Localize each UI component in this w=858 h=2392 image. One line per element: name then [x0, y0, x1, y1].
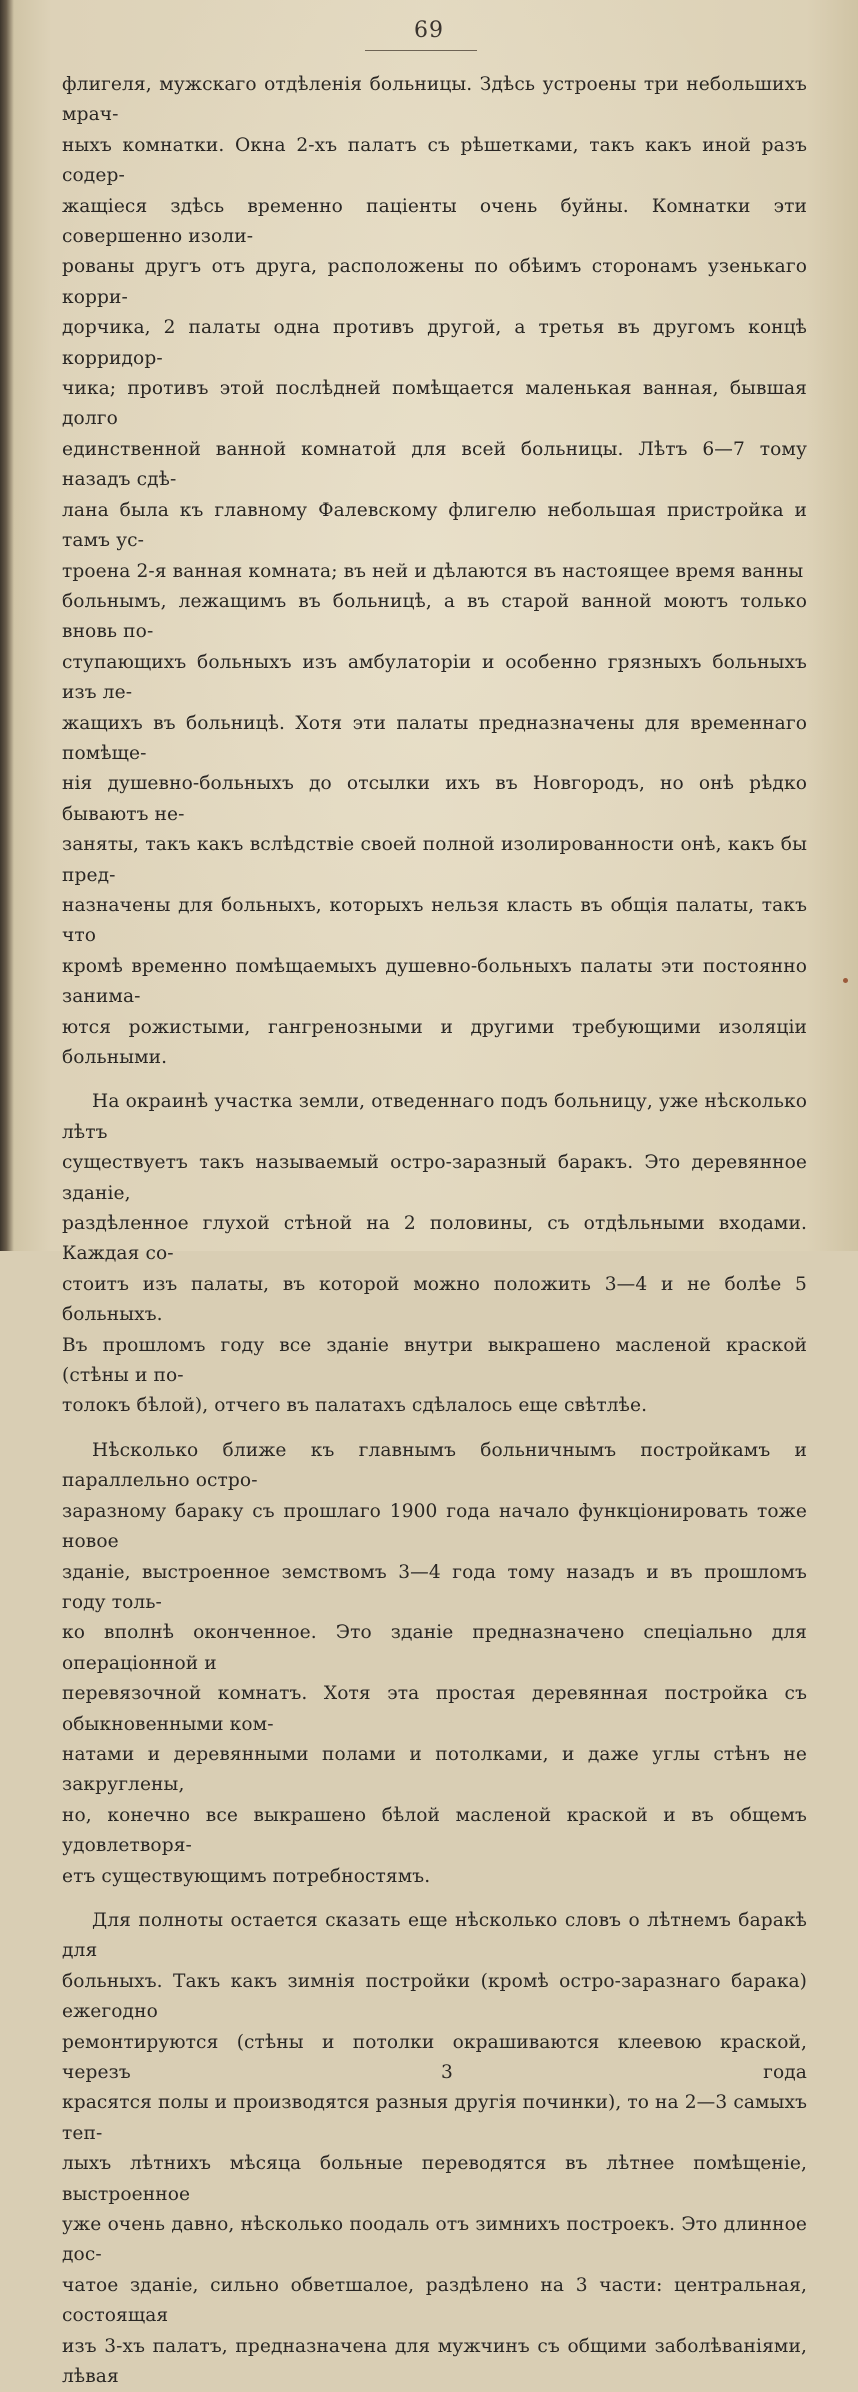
- text-line: натами и деревянными полами и потолками, и даже углы стѣнъ не закруглены,: [62, 1743, 807, 1796]
- text-line: На окраинѣ участка земли, отведеннаго подъ больницу, уже нѣсколько лѣтъ: [62, 1091, 807, 1143]
- text-line: Нѣсколько ближе къ главнымъ больничнымъ постройкамъ и параллельно остро-: [62, 1439, 807, 1492]
- text-line: дорчика, 2 палаты одна противъ другой, а третья въ другомъ концѣ корридор-: [62, 317, 807, 369]
- text-line: Для полноты остается сказать еще нѣсколько словъ о лѣтнемъ баракѣ для: [62, 1909, 807, 1962]
- text-line: ныхъ комнатки. Окна 2-хъ палатъ съ рѣшетками, такъ какъ иной разъ содер-: [62, 134, 807, 187]
- text-line: чатое зданіе, сильно обветшалое, раздѣлено на 3 части: центральная, состоящая: [62, 2274, 807, 2327]
- text-line: кромѣ временно помѣщаемыхъ душевно-больныхъ палаты эти постоянно занима-: [62, 955, 807, 1008]
- paragraph-2: [62, 1087, 807, 1421]
- text-line: заняты, такъ какъ вслѣдствіе своей полной изолированности онѣ, какъ бы пред-: [62, 834, 807, 886]
- text-line: раздѣленное глухой стѣной на 2 половины, съ отдѣльными входами. Каждая со-: [62, 1213, 807, 1265]
- text-line: существуетъ такъ называемый остро-заразный баракъ. Это деревянное зданіе,: [62, 1152, 807, 1204]
- text-line: троена 2-я ванная комната; въ ней и дѣлаются въ настоящее время ванны: [62, 560, 804, 582]
- body-text: [62, 70, 807, 2392]
- text-line: етъ существующимъ потребностямъ.: [62, 1865, 431, 1887]
- paragraph-1: [62, 70, 807, 1073]
- text-line: красятся полы и производятся разныя другія починки), то на 2—3 самыхъ теп-: [62, 2092, 807, 2144]
- text-line: жащихъ въ больницѣ. Хотя эти палаты предназначены для временнаго помѣще-: [62, 712, 807, 764]
- text-line: зданіе, выстроенное земствомъ 3—4 года тому назадъ и въ прошломъ году толь-: [62, 1561, 807, 1613]
- text-line: рованы другъ отъ друга, расположены по обѣимъ сторонамъ узенькаго корри-: [62, 256, 807, 308]
- text-line: заразному бараку съ прошлаго 1900 года начало функціонировать тоже новое: [62, 1500, 807, 1553]
- text-line: нія душевно-больныхъ до отсылки ихъ въ Новгородъ, но онѣ рѣдко бываютъ не-: [62, 773, 807, 825]
- text-line: ремонтируются (стѣны и потолки окрашиваются клеевою краской, черезъ 3 года: [62, 2031, 807, 2083]
- text-line: уже очень давно, нѣсколько поодаль отъ зимнихъ построекъ. Это длинное дос-: [62, 2214, 807, 2266]
- text-line: больныхъ. Такъ какъ зимнія постройки (кромѣ остро-заразнаго барака) ежегодно: [62, 1970, 807, 2023]
- text-line: но, конечно все выкрашено бѣлой масленой краской и въ общемъ удовлетворя-: [62, 1804, 807, 1857]
- page-number: 69: [414, 18, 444, 43]
- text-line: жащіеся здѣсь временно паціенты очень буйны. Комнатки эти совершенно изоли-: [62, 195, 807, 248]
- book-spine-shadow: [0, 0, 14, 1251]
- paragraph-3: [62, 1436, 807, 1892]
- text-line: перевязочной комнатъ. Хотя эта простая деревянная постройка съ обыкновенными ком-: [62, 1683, 807, 1735]
- text-line: чика; противъ этой послѣдней помѣщается маленькая ванная, бывшая долго: [62, 378, 807, 430]
- header-rule: [365, 50, 477, 51]
- text-line: больнымъ, лежащимъ въ больницѣ, а въ старой ванной моютъ только вновь по-: [62, 590, 807, 643]
- text-line: лана была къ главному Фалевскому флигелю небольшая пристройка и тамъ ус-: [62, 499, 807, 552]
- text-line: назначены для больныхъ, которыхъ нельзя класть въ общія палаты, такъ что: [62, 894, 807, 947]
- text-line: единственной ванной комнатой для всей больницы. Лѣтъ 6—7 тому назадъ сдѣ-: [62, 438, 807, 491]
- text-line: стоитъ изъ палаты, въ которой можно положить 3—4 и не болѣе 5 больныхъ.: [62, 1273, 807, 1326]
- text-line: ступающихъ больныхъ изъ амбулаторіи и особенно грязныхъ больныхъ изъ ле-: [62, 651, 807, 704]
- text-line: Въ прошломъ году все зданіе внутри выкрашено масленой краской (стѣны и по-: [62, 1334, 807, 1387]
- text-line: изъ 3-хъ палатъ, предназначена для мужчинъ съ общими заболѣваніями, лѣвая: [62, 2335, 807, 2388]
- paper-speck: [843, 978, 848, 983]
- text-line: флигеля, мужскаго отдѣленія больницы. Здѣсь устроены три небольшихъ мрач-: [62, 74, 807, 126]
- text-line: ются рожистыми, гангренозными и другими требующими изоляціи больными.: [62, 1016, 807, 1068]
- text-line: лыхъ лѣтнихъ мѣсяца больные переводятся въ лѣтнее помѣщеніе, выстроенное: [62, 2153, 807, 2205]
- text-line: толокъ бѣлой), отчего въ палатахъ сдѣлалось еще свѣтлѣе.: [62, 1395, 648, 1417]
- paragraph-4: [62, 1906, 807, 2392]
- text-line: ко вполнѣ оконченное. Это зданіе предназначено спеціально для операціонной и: [62, 1622, 807, 1674]
